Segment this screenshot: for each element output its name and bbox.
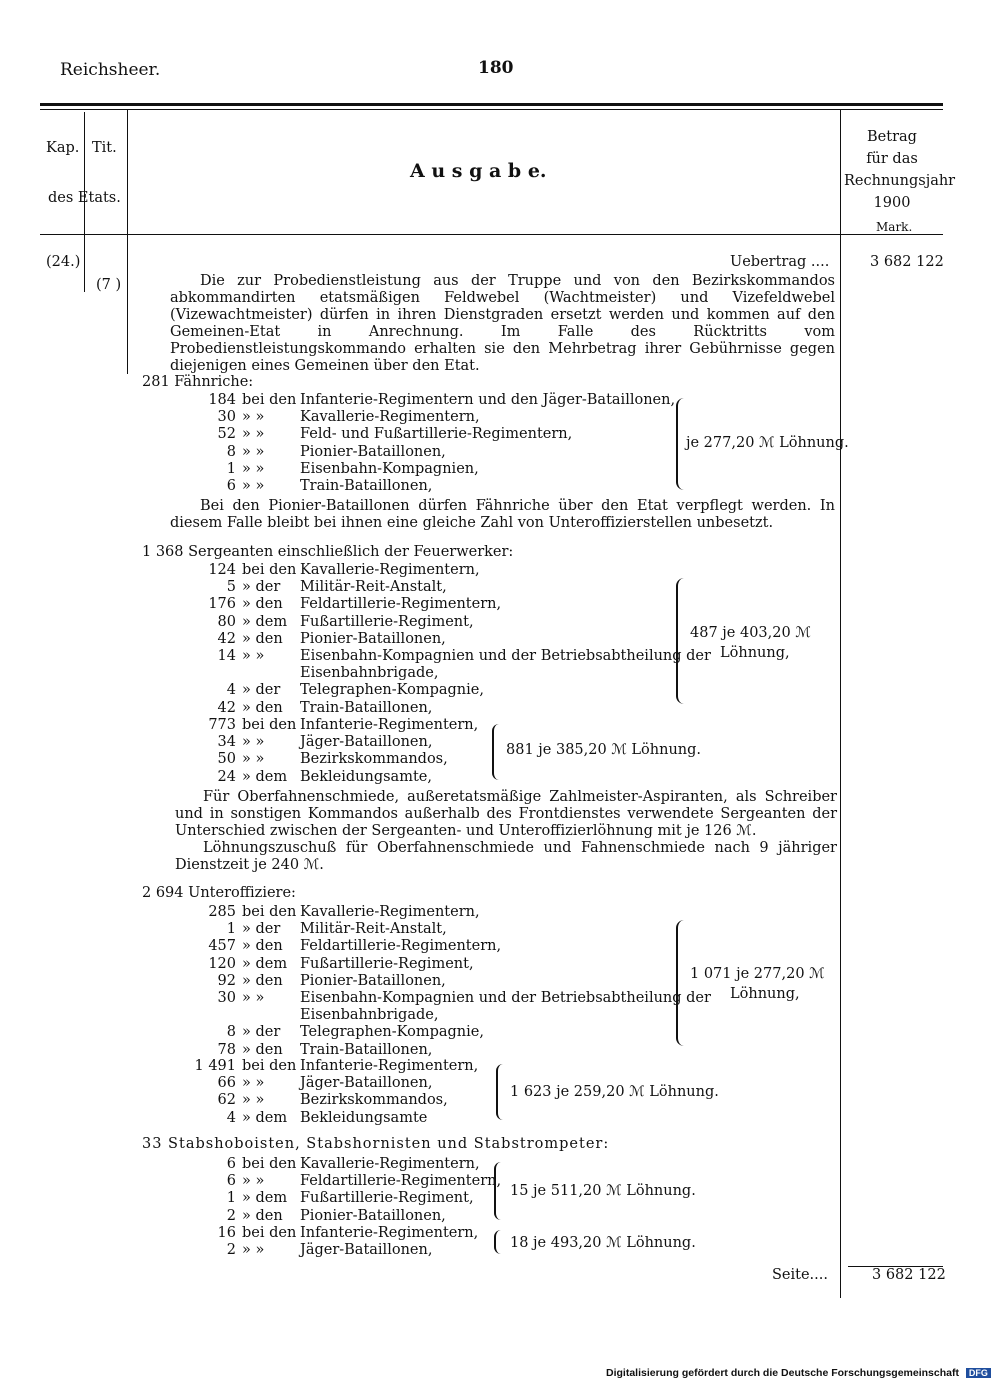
- item-preposition: » den: [242, 1207, 283, 1224]
- item-unit: Militär-Reit-Anstalt,: [300, 921, 447, 938]
- stabshoboisten-rate-2: 18 je 493,20 ℳ Löhnung.: [510, 1235, 696, 1251]
- item-unit: Feldartillerie-Regimentern,: [300, 1173, 502, 1190]
- item-unit: Bekleidungsamte: [300, 1109, 428, 1126]
- item-preposition: » »: [242, 1242, 265, 1259]
- dfg-credit-text: Digitalisierung gefördert durch die Deutsche Forschungsgemeinschaft: [606, 1367, 959, 1379]
- stabshoboisten-list-2: [130, 1225, 478, 1259]
- item-preposition: » »: [242, 989, 265, 1006]
- list-item: [130, 579, 711, 596]
- list-item: [130, 1156, 501, 1173]
- sergeanten-note-1: Für Oberfahnenschmiede, außeretatsmäßige Zahlmeister-Aspiranten, als Schreiber und in sonstigen Kommandos außerhalb des Frontdienstes verwendete Sergeanten der Unterschied zwischen der Sergeanten- und Unteroffizierlöhnung mit je 126 ℳ.: [175, 789, 837, 839]
- col-header-kap: Kap.: [46, 140, 80, 156]
- item-unit: Jäger-Bataillonen,: [300, 734, 433, 751]
- col-header-main: A u s g a b e.: [410, 160, 547, 182]
- list-item: [130, 1092, 478, 1109]
- item-unit: Infanterie-Regimentern und den Jäger-Bataillonen,: [300, 392, 676, 408]
- item-preposition: » »: [242, 460, 265, 477]
- item-unit: Infanterie-Regimentern,: [300, 1058, 479, 1074]
- header-bottom-rule: [40, 234, 943, 235]
- list-item: [130, 665, 711, 682]
- item-unit: Fußartillerie-Regiment,: [300, 1190, 474, 1207]
- item-count: 42: [217, 699, 236, 716]
- list-item: [130, 1225, 478, 1242]
- item-unit: Jäger-Bataillonen,: [300, 1242, 433, 1259]
- item-count: 66: [217, 1075, 236, 1092]
- item-preposition: » der: [242, 921, 281, 938]
- list-item: [130, 904, 711, 921]
- list-item: [130, 700, 711, 717]
- seite-label: Seite....: [772, 1267, 828, 1283]
- list-item: [130, 1110, 478, 1127]
- list-item: [150, 444, 675, 461]
- stabshoboisten-brace-1: [494, 1162, 501, 1220]
- item-count: 2: [226, 1207, 236, 1224]
- faehnriche-brace: [676, 398, 684, 490]
- item-preposition: bei den: [242, 904, 297, 920]
- faehnriche-list: [150, 392, 675, 495]
- item-count: 62: [217, 1092, 236, 1109]
- item-unit: Eisenbahn-Kompagnien und der Betriebsabtheilung der: [300, 989, 711, 1006]
- top-rule-thick: [40, 103, 943, 106]
- faehnriche-rate: je 277,20 ℳ Löhnung.: [686, 435, 849, 451]
- item-count: 176: [208, 596, 236, 613]
- item-preposition: » dem: [242, 613, 288, 630]
- item-preposition: » »: [242, 1173, 265, 1190]
- item-unit: Pionier-Bataillonen,: [300, 630, 446, 647]
- item-unit: Infanterie-Regimentern,: [300, 717, 479, 733]
- item-preposition: » den: [242, 596, 283, 613]
- item-unit: Fußartillerie-Regiment,: [300, 613, 474, 630]
- item-count: 6: [226, 1173, 236, 1190]
- item-preposition: » »: [242, 1092, 265, 1109]
- list-item: [130, 631, 711, 648]
- list-item: [130, 1190, 501, 1207]
- row-tit: (7 ): [96, 277, 122, 293]
- item-preposition: bei den: [242, 1058, 297, 1074]
- list-item: [130, 1075, 478, 1092]
- item-count: 80: [217, 613, 236, 630]
- unteroffiziere-list-1: [130, 904, 711, 1059]
- item-count: 4: [226, 1109, 236, 1126]
- list-item: [130, 717, 478, 734]
- item-preposition: » »: [242, 647, 265, 664]
- item-count: 4: [226, 682, 236, 699]
- item-unit: Eisenbahn-Kompagnien und der Betriebsabtheilung der: [300, 647, 711, 664]
- stabshoboisten-rate-1: 15 je 511,20 ℳ Löhnung.: [510, 1183, 696, 1199]
- item-unit: Kavallerie-Regimentern,: [300, 1156, 480, 1172]
- item-unit: Bekleidungsamte,: [300, 768, 432, 785]
- item-unit: Pionier-Bataillonen,: [300, 1207, 446, 1224]
- stabshoboisten-title: 33 Stabshoboisten, Stabshornisten und Stabstrompeter:: [142, 1136, 610, 1152]
- list-item: [130, 1024, 711, 1041]
- item-unit: Eisenbahnbrigade,: [300, 665, 439, 682]
- col-header-des-etats: des Etats.: [48, 190, 121, 206]
- item-unit: Kavallerie-Regimentern,: [300, 562, 480, 578]
- sergeanten-rate-2: 881 je 385,20 ℳ Löhnung.: [506, 742, 702, 758]
- item-count: 1: [226, 921, 236, 938]
- item-count: 42: [217, 630, 236, 647]
- item-count: 14: [217, 647, 236, 664]
- list-item: [130, 1173, 501, 1190]
- item-preposition: bei den: [242, 1225, 297, 1241]
- sergeanten-list-2: [130, 717, 478, 786]
- list-item: [130, 1007, 711, 1024]
- sergeanten-brace-2: [492, 724, 499, 780]
- list-item: [150, 392, 675, 409]
- item-count: 30: [217, 989, 236, 1006]
- item-unit: Kavallerie-Regimentern,: [300, 409, 480, 426]
- unteroffiziere-brace-2: [496, 1064, 503, 1120]
- item-count: 457: [208, 938, 236, 955]
- top-rule-thin: [40, 109, 943, 110]
- item-preposition: » »: [242, 751, 265, 768]
- list-item: [130, 973, 711, 990]
- list-item: [130, 614, 711, 631]
- unteroffiziere-rate-1: 1 071 je 277,20 ℳ Löhnung,: [690, 966, 825, 1002]
- item-unit: Eisenbahnbrigade,: [300, 1007, 439, 1024]
- item-count: 92: [217, 972, 236, 989]
- col-header-tit: Tit.: [92, 140, 117, 156]
- list-item: [130, 938, 711, 955]
- list-item: [130, 734, 478, 751]
- item-unit: Feldartillerie-Regimentern,: [300, 938, 502, 955]
- sergeanten-list-1: [130, 562, 711, 717]
- list-item: [150, 409, 675, 426]
- item-unit: Feldartillerie-Regimentern,: [300, 596, 502, 613]
- unteroffiziere-rate-2: 1 623 je 259,20 ℳ Löhnung.: [510, 1084, 719, 1100]
- list-item: [150, 478, 675, 495]
- item-count: 5: [226, 579, 236, 596]
- item-count: 8: [226, 1024, 236, 1041]
- item-count: 8: [226, 443, 236, 460]
- sergeanten-title: 1 368 Sergeanten einschließlich der Feuerwerker:: [142, 544, 514, 560]
- item-preposition: » den: [242, 1041, 283, 1058]
- sergeanten-brace-1: [676, 578, 684, 704]
- item-preposition: » »: [242, 1075, 265, 1092]
- item-count: 24: [217, 768, 236, 785]
- item-preposition: bei den: [242, 717, 297, 733]
- seite-amount: 3 682 122: [872, 1267, 946, 1283]
- item-preposition: » den: [242, 938, 283, 955]
- item-preposition: » dem: [242, 768, 288, 785]
- item-preposition: » dem: [242, 955, 288, 972]
- item-count: 78: [217, 1041, 236, 1058]
- item-count: 184: [208, 392, 236, 408]
- item-preposition: » »: [242, 426, 265, 443]
- item-unit: Eisenbahn-Kompagnien,: [300, 460, 479, 477]
- item-count: 120: [208, 955, 236, 972]
- item-count: 124: [208, 562, 236, 578]
- list-item: [130, 682, 711, 699]
- item-preposition: » dem: [242, 1190, 288, 1207]
- item-preposition: » den: [242, 699, 283, 716]
- list-item: [130, 990, 711, 1007]
- running-title: Reichsheer.: [60, 60, 161, 80]
- col-divider-left: [127, 110, 128, 374]
- list-item: [130, 648, 711, 665]
- sergeanten-rate-1: 487 je 403,20 ℳ Löhnung,: [690, 625, 811, 661]
- sergeanten-note-2: Löhnungszuschuß für Oberfahnenschmiede und Fahnenschmiede nach 9 jähriger Dienstzeit je 240 ℳ.: [175, 840, 837, 873]
- page-number: 180: [478, 58, 514, 78]
- uebertrag-amount: 3 682 122: [870, 254, 944, 270]
- item-unit: Militär-Reit-Anstalt,: [300, 579, 447, 596]
- faehnriche-note: Bei den Pionier-Bataillonen dürfen Fähnriche über den Etat verpflegt werden. In diesem Falle bleibt bei ihnen eine gleiche Zahl von Unteroffizierstellen unbesetzt.: [170, 498, 835, 531]
- item-unit: Feld- und Fußartillerie-Regimentern,: [300, 426, 573, 443]
- item-count: 6: [226, 1156, 236, 1172]
- list-item: [130, 956, 711, 973]
- list-item: [130, 1242, 478, 1259]
- item-count: 16: [217, 1225, 236, 1241]
- item-count: 285: [208, 904, 236, 920]
- unteroffiziere-brace-1: [676, 920, 684, 1046]
- item-count: 773: [208, 717, 236, 733]
- item-count: 6: [226, 477, 236, 494]
- dfg-logo: DFG: [966, 1368, 991, 1378]
- list-item: [150, 426, 675, 443]
- item-count: 1 491: [194, 1058, 236, 1074]
- list-item: [130, 921, 711, 938]
- stabshoboisten-list-1: [130, 1156, 501, 1225]
- item-unit: Train-Bataillonen,: [300, 477, 433, 494]
- item-preposition: bei den: [242, 392, 297, 408]
- uebertrag-label: Uebertrag ....: [730, 254, 830, 270]
- item-unit: Infanterie-Regimentern,: [300, 1225, 479, 1241]
- unteroffiziere-list-2: [130, 1058, 478, 1127]
- item-preposition: » der: [242, 682, 281, 699]
- item-count: 34: [217, 734, 236, 751]
- list-item: [130, 1042, 711, 1059]
- faehnriche-title: 281 Fähnriche:: [142, 374, 254, 390]
- item-unit: Telegraphen-Kompagnie,: [300, 1024, 484, 1041]
- col-header-amount: Betrag für das Rechnungsjahr 1900: [844, 129, 956, 211]
- list-item: [130, 562, 711, 579]
- item-unit: Kavallerie-Regimentern,: [300, 904, 480, 920]
- list-item: [130, 596, 711, 613]
- item-count: 50: [217, 751, 236, 768]
- item-preposition: » »: [242, 443, 265, 460]
- item-unit: Train-Bataillonen,: [300, 1041, 433, 1058]
- item-preposition: » der: [242, 1024, 281, 1041]
- list-item: [130, 1058, 478, 1075]
- item-preposition: » dem: [242, 1109, 288, 1126]
- item-unit: Pionier-Bataillonen,: [300, 443, 446, 460]
- dfg-credit: [606, 1367, 991, 1379]
- col-divider-right: [840, 110, 841, 1298]
- item-unit: Telegraphen-Kompagnie,: [300, 682, 484, 699]
- item-preposition: bei den: [242, 562, 297, 578]
- item-preposition: » den: [242, 972, 283, 989]
- item-unit: Bezirkskommandos,: [300, 1092, 448, 1109]
- unteroffiziere-title: 2 694 Unteroffiziere:: [142, 885, 296, 901]
- list-item: [130, 751, 478, 768]
- item-preposition: » den: [242, 630, 283, 647]
- item-preposition: bei den: [242, 1156, 297, 1172]
- item-count: 52: [217, 426, 236, 443]
- item-preposition: » »: [242, 409, 265, 426]
- item-preposition: » »: [242, 734, 265, 751]
- item-unit: Bezirkskommandos,: [300, 751, 448, 768]
- item-count: 30: [217, 409, 236, 426]
- stabshoboisten-brace-2: [494, 1230, 501, 1254]
- item-unit: Jäger-Bataillonen,: [300, 1075, 433, 1092]
- item-count: 1: [226, 460, 236, 477]
- item-count: 1: [226, 1190, 236, 1207]
- list-item: [130, 1208, 501, 1225]
- item-preposition: » »: [242, 477, 265, 494]
- amount-unit: Mark.: [876, 220, 913, 234]
- item-unit: Fußartillerie-Regiment,: [300, 955, 474, 972]
- row-kap: (24.): [46, 254, 81, 270]
- intro-paragraph: Die zur Probedienstleistung aus der Truppe und von den Bezirkskommandos abkommandirten etatsmäßigen Feldwebel (Wachtmeister) und Vizefeldwebel (Vizewachtmeister) dürfen in ihren Dienstgraden ersetzt werden und kommen auf den Gemeinen-Etat in Anrechnung. Im Falle des Rücktritts vom Probedienstleistungskommando erhalten sie den Mehrbetrag ihrer Gebührnisse gegen diejenigen eines Gemeinen über den Etat.: [170, 273, 835, 374]
- item-count: 2: [226, 1242, 236, 1259]
- item-unit: Train-Bataillonen,: [300, 699, 433, 716]
- list-item: [150, 461, 675, 478]
- item-preposition: » der: [242, 579, 281, 596]
- item-unit: Pionier-Bataillonen,: [300, 972, 446, 989]
- list-item: [130, 769, 478, 786]
